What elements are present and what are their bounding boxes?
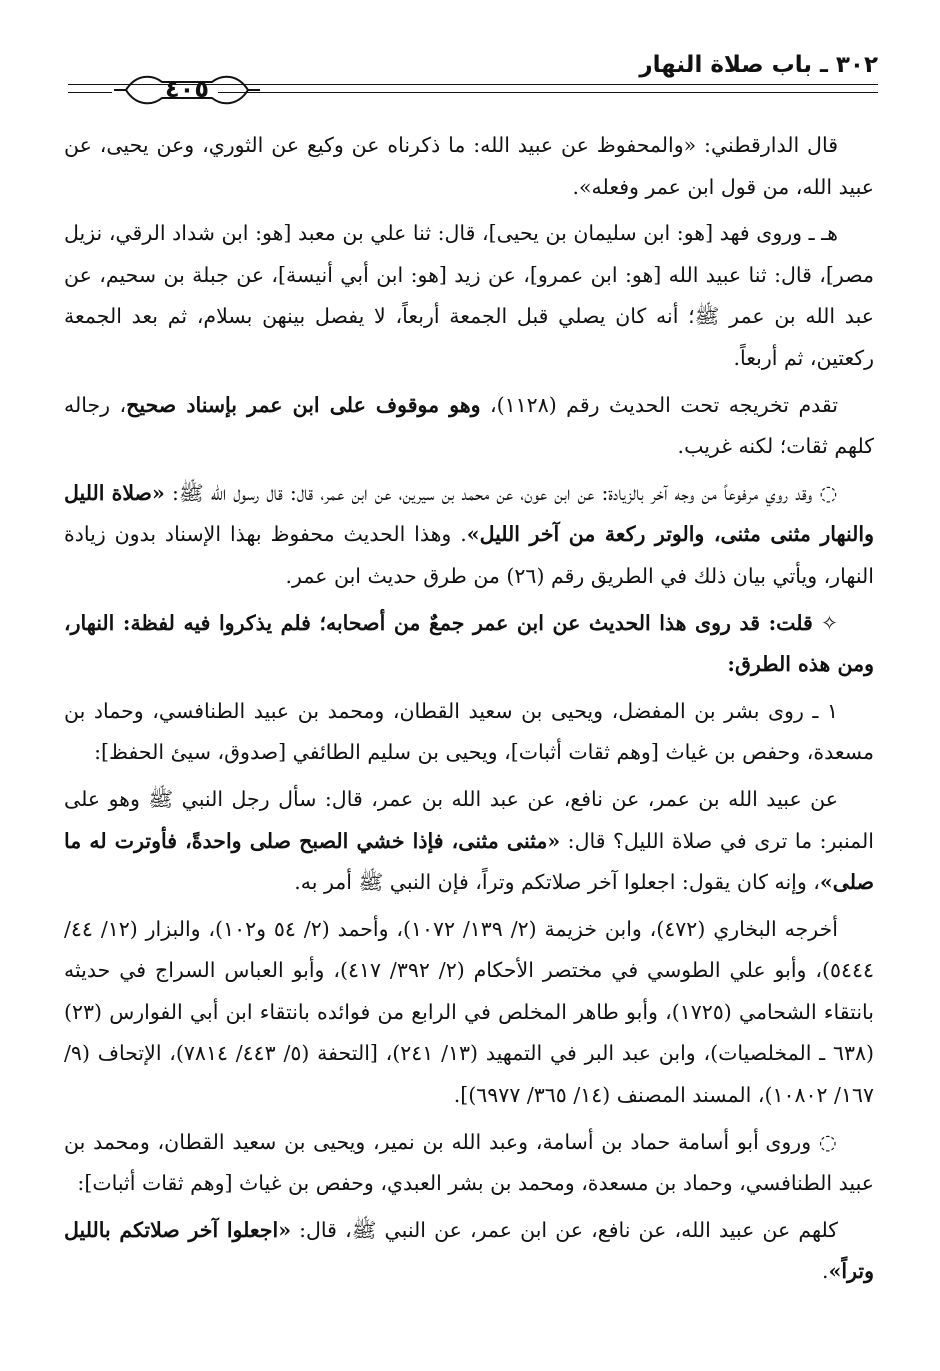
bold-text: «صلاة الليل والنهار مثنى مثنى، والوتر ركعة من آخر الليل» bbox=[64, 480, 874, 547]
text-segment: تقدم تخريجه تحت الحديث رقم (١١٢٨)، bbox=[480, 392, 838, 417]
paragraph-marker-icon: ◌ bbox=[818, 1129, 838, 1154]
bold-text: «مثنى مثنى، فإذا خشي الصبح صلى واحدةً، فأوترت له ما صلى» bbox=[64, 828, 874, 895]
paragraph bbox=[64, 1210, 874, 1293]
page-header bbox=[68, 50, 878, 112]
header-rule bbox=[68, 92, 112, 93]
text-segment: عن عبيد الله بن عمر، عن نافع، عن عبد الله بن عمر، قال: سأل رجل النبي ﷺ وهو على المنبر: ما ترى في صلاة الليل؟ قال: bbox=[64, 786, 874, 853]
paragraph bbox=[64, 909, 874, 1117]
text-segment: أخرجه البخاري (٤٧٢)، وابن خزيمة (٢/ ١٣٩/ ١٠٧٢)، وأحمد (٢/ ٥٤ و١٠٢)، والبزار (١٢/ ٤٤/ ٥٤٤٤)، وأبو علي الطوسي في مختصر الأحكام (٢/ ٣٩٢/ ٤١٧)، وأبو العباس السراج في حديثه بانتقاء الشحامي (١٧٢٥)، وأبو طاهر المخلص في الرابع من فوائده بانتقاء ابن أبي الفوارس (٢٣) (٦٣٨ ـ المخلصيات)، وابن عبد البر في التمهيد (١٣/ ٢٤١)، [التحفة (٥/ ٤٤٣/ ٧٨١٤)، الإتحاف (٩/ ١٦٧/ ١٠٨٠٢)، المسند المصنف (١٤/ ٣٦٥/ ٦٩٧٧)]. bbox=[64, 916, 874, 1108]
bold-text: قلت: قد روى هذا الحديث عن ابن عمر جمعٌ من أصحابه؛ فلم يذكروا فيه لفظة: النهار، ومن هذه الطرق: bbox=[64, 610, 874, 677]
paragraph bbox=[64, 779, 874, 904]
paragraph bbox=[64, 473, 874, 598]
page-body bbox=[64, 125, 874, 1298]
chapter-title: ٣٠٢ ـ باب صلاة النهار bbox=[639, 52, 878, 78]
paragraph bbox=[64, 603, 874, 686]
paragraph-marker-icon: ◌ bbox=[819, 480, 838, 505]
text-segment: هـ ـ وروى فهد [هو: ابن سليمان بن يحيى]، قال: ثنا علي بن معبد [هو: ابن شداد الرقي، نزيل مصر]، قال: ثنا عبيد الله [هو: ابن عمرو]، عن زيد [هو: ابن أبي أنيسة]، عن جبلة بن سحيم، عن عبد الله بن عمر ﷺ؛ أنه كان يصلي قبل الجمعة أربعاً، لا يفصل بينهن بسلام، ثم بعد الجمعة ركعتين، ثم أربعاً. bbox=[64, 221, 874, 370]
paragraph-marker-icon: ✧ bbox=[820, 610, 838, 635]
text-segment: كلهم عن عبيد الله، عن نافع، عن ابن عمر، عن النبي ﷺ، قال: bbox=[291, 1217, 838, 1242]
text-segment: ١ ـ روى بشر بن المفضل، ويحيى بن سعيد القطان، ومحمد بن عبيد الطنافسي، وحماد بن مسعدة، وحفص بن غياث [وهم ثقات أثبات]، ويحيى بن سليم الطائفي [صدوق، سيئ الحفظ]: bbox=[64, 698, 874, 765]
bold-text: وهو موقوف على ابن عمر بإسناد صحيح bbox=[126, 392, 481, 417]
header-rule bbox=[218, 92, 878, 93]
text-segment: . وهذا الحديث محفوظ بهذا الإسناد بدون زيادة النهار، ويأتي بيان ذلك في الطريق رقم (٢٦) من طرق حديث ابن عمر. bbox=[64, 522, 874, 588]
paragraph bbox=[64, 385, 874, 468]
paragraph bbox=[64, 125, 874, 208]
page-number: ٤٠٥ bbox=[165, 75, 209, 103]
bold-text: «اجعلوا آخر صلاتكم بالليل وتراً» bbox=[64, 1217, 874, 1284]
text-segment: وقد روي مرفوعاً من وجه آخر بالزيادة: عن ابن عون، عن محمد بن سيرين، عن ابن عمر، قال: قال رسول الله ﷺ: bbox=[164, 480, 813, 505]
paragraph bbox=[64, 691, 874, 774]
text-segment: ، وإنه كان يقول: اجعلوا آخر صلاتكم وتراً، فإن النبي ﷺ أمر به. bbox=[294, 870, 820, 895]
paragraph bbox=[64, 1122, 874, 1205]
text-segment: ، رجاله كلهم ثقات؛ لكنه غريب. bbox=[64, 392, 874, 459]
paragraph bbox=[64, 213, 874, 379]
text-segment: وروى أبو أسامة حماد بن أسامة، وعبد الله بن نمير، ويحيى بن سعيد القطان، ومحمد بن عبيد الطنافسي، وحماد بن مسعدة، ومحمد بن بشر العبدي، وحفص بن غياث [وهم ثقات أثبات]: bbox=[64, 1129, 874, 1196]
text-segment: . bbox=[822, 1259, 829, 1284]
text-segment: قال الدارقطني: «والمحفوظ عن عبيد الله: ما ذكرناه عن وكيع عن الثوري، وعن يحيى، عن عبيد الله، من قول ابن عمر وفعله». bbox=[64, 133, 874, 199]
page-number-badge bbox=[112, 68, 262, 112]
